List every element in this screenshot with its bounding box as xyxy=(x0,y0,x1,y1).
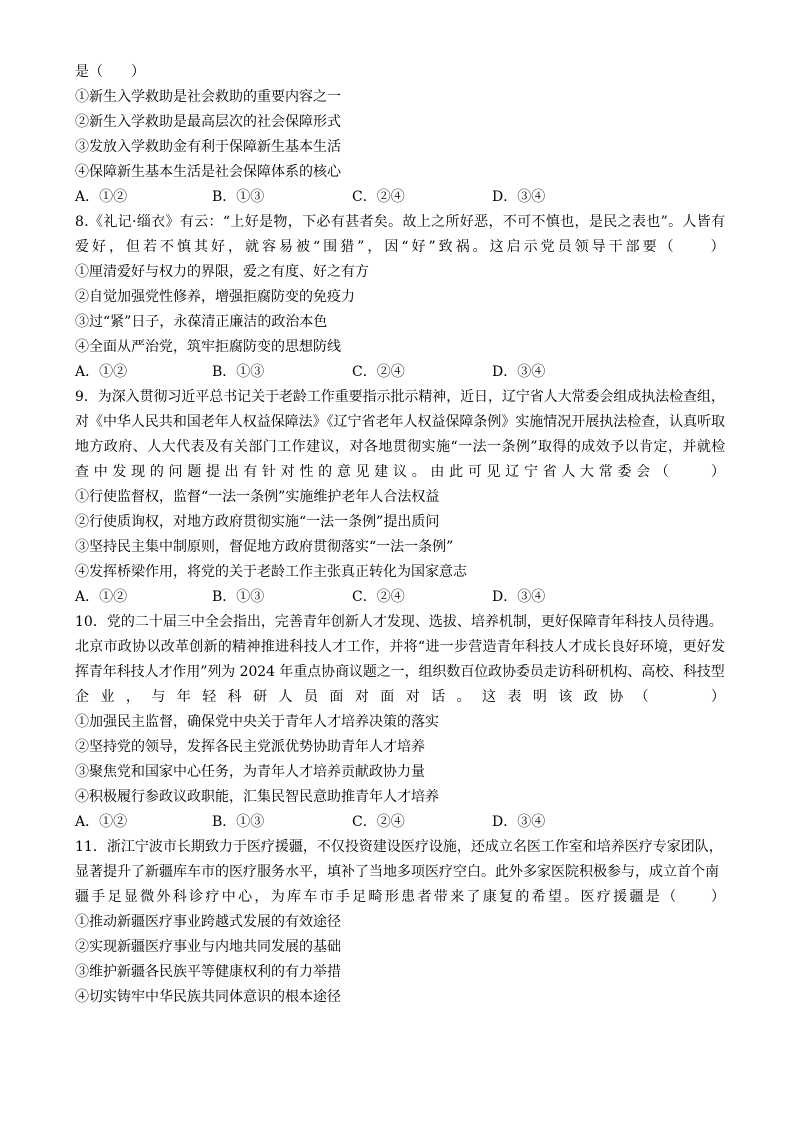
q7-option-b: B．①③ xyxy=(212,189,265,205)
q10-stem-line-3: 挥青年科技人才作用”列为 2024 年重点协商议题之一，组织数百位政协委员走访科研机构、高校、科技型 xyxy=(75,664,725,680)
q8-option-d: D．③④ xyxy=(492,364,546,380)
q9-item-3: ③坚持民主集中制原则，督促地方政府贯彻落实“一法一条例” xyxy=(75,539,454,555)
q7-option-c: C．②④ xyxy=(352,189,405,205)
q11-item-2: ②实现新疆医疗事业与内地共同发展的基础 xyxy=(75,939,341,955)
q10-item-1: ①加强民主监督，确保党中央关于青年人才培养决策的落实 xyxy=(75,714,439,730)
q11-item-1: ①推动新疆医疗事业跨越式发展的有效途径 xyxy=(75,914,341,930)
q10-option-a: A．①② xyxy=(75,814,128,830)
q10-stem-line-4: 企业，与年轻科研人员面对面对话。这表明该政协（ ） xyxy=(75,689,737,705)
q9-stem-line-4: 查中发现的问题提出有针对性的意见建议。由此可见辽宁省人大常委会（ ） xyxy=(75,464,730,480)
q9-stem-line-1: 9．为深入贯彻习近平总书记关于老龄工作重要指示批示精神，近日，辽宁省人大常委会组成执法检查组， xyxy=(75,389,725,405)
q8-item-1: ①厘清爱好与权力的界限，爱之有度、好之有方 xyxy=(75,264,369,280)
q7-stem-tail: 是（ ） xyxy=(75,64,145,80)
q10-item-4: ④积极履行参政议政职能，汇集民智民意助推青年人才培养 xyxy=(75,789,439,805)
q8-item-4: ④全面从严治党，筑牢拒腐防变的思想防线 xyxy=(75,339,341,355)
q11-stem-line-1: 11．浙江宁波市长期致力于医疗援疆，不仅投资建设医疗设施，还成立名医工作室和培养医疗专家团队， xyxy=(75,839,723,855)
q10-option-d: D．③④ xyxy=(492,814,546,830)
q9-option-a: A．①② xyxy=(75,589,128,605)
q8-option-c: C．②④ xyxy=(352,364,405,380)
q7-option-d: D．③④ xyxy=(492,189,546,205)
q10-item-3: ③聚焦党和国家中心任务，为青年人才培养贡献政协力量 xyxy=(75,764,425,780)
q7-option-a: A．①② xyxy=(75,189,128,205)
q8-option-b: B．①③ xyxy=(212,364,265,380)
q7-item-1: ①新生入学救助是社会救助的重要内容之一 xyxy=(75,89,341,105)
q11-stem-line-2: 显著提升了新疆库车市的医疗服务水平，填补了当地多项医疗空白。此外多家医院积极参与，成立首个南 xyxy=(75,864,719,880)
q8-stem-line-1: 8.《礼记·缁衣》有云：“上好是物，下必有甚者矣。故上之所好恶，不可不慎也，是民之表也”。人皆有 xyxy=(75,214,726,230)
q8-option-a: A．①② xyxy=(75,364,128,380)
q11-item-3: ③维护新疆各民族平等健康权利的有力举措 xyxy=(75,964,341,980)
q11-stem-line-3: 疆手足显微外科诊疗中心，为库车市手足畸形患者带来了康复的希望。医疗援疆是（ ） xyxy=(75,889,728,905)
q7-item-3: ③发放入学救助金有利于保障新生基本生活 xyxy=(75,139,341,155)
q10-option-b: B．①③ xyxy=(212,814,265,830)
q9-option-c: C．②④ xyxy=(352,589,405,605)
q9-item-4: ④发挥桥梁作用，将党的关于老龄工作主张真正转化为国家意志 xyxy=(75,564,467,580)
q9-item-1: ①行使监督权，监督“一法一条例”实施维护老年人合法权益 xyxy=(75,489,440,505)
q7-item-2: ②新生入学救助是最高层次的社会保障形式 xyxy=(75,114,341,130)
q9-option-d: D．③④ xyxy=(492,589,546,605)
q10-option-c: C．②④ xyxy=(352,814,405,830)
q9-stem-line-2: 对《中华人民共和国老年人权益保障法》《辽宁省老年人权益保障条例》实施情况开展执法检查，认真听取 xyxy=(75,414,726,430)
q10-item-2: ②坚持党的领导，发挥各民主党派优势协助青年人才培养 xyxy=(75,739,425,755)
q9-option-b: B．①③ xyxy=(212,589,265,605)
q9-item-2: ②行使质询权，对地方政府贯彻实施“一法一条例”提出质问 xyxy=(75,514,440,530)
q7-item-4: ④保障新生基本生活是社会保障体系的核心 xyxy=(75,164,341,180)
q11-item-4: ④切实铸牢中华民族共同体意识的根本途径 xyxy=(75,989,341,1005)
q8-item-2: ②自觉加强党性修养，增强拒腐防变的免疫力 xyxy=(75,289,355,305)
q10-stem-line-1: 10．党的二十届三中全会指出，完善青年创新人才发现、选拔、培养机制，更好保障青年科技人员待遇。 xyxy=(75,614,723,630)
q8-stem-line-2: 爱好，但若不慎其好，就容易被“围猎”，因“好”致祸。这启示党员领导干部要（ ） xyxy=(75,239,728,255)
q8-item-3: ③过“紧”日子，永葆清正廉洁的政治本色 xyxy=(75,314,328,330)
q9-stem-line-3: 地方政府、人大代表及有关部门工作建议，对各地贯彻实施“一法一条例”取得的成效予以肯定，并就检 xyxy=(75,439,726,455)
q10-stem-line-2: 北京市政协以改革创新的精神推进科技人才工作，并将“进一步营造青年科技人才成长良好环境，更好发 xyxy=(75,639,726,655)
